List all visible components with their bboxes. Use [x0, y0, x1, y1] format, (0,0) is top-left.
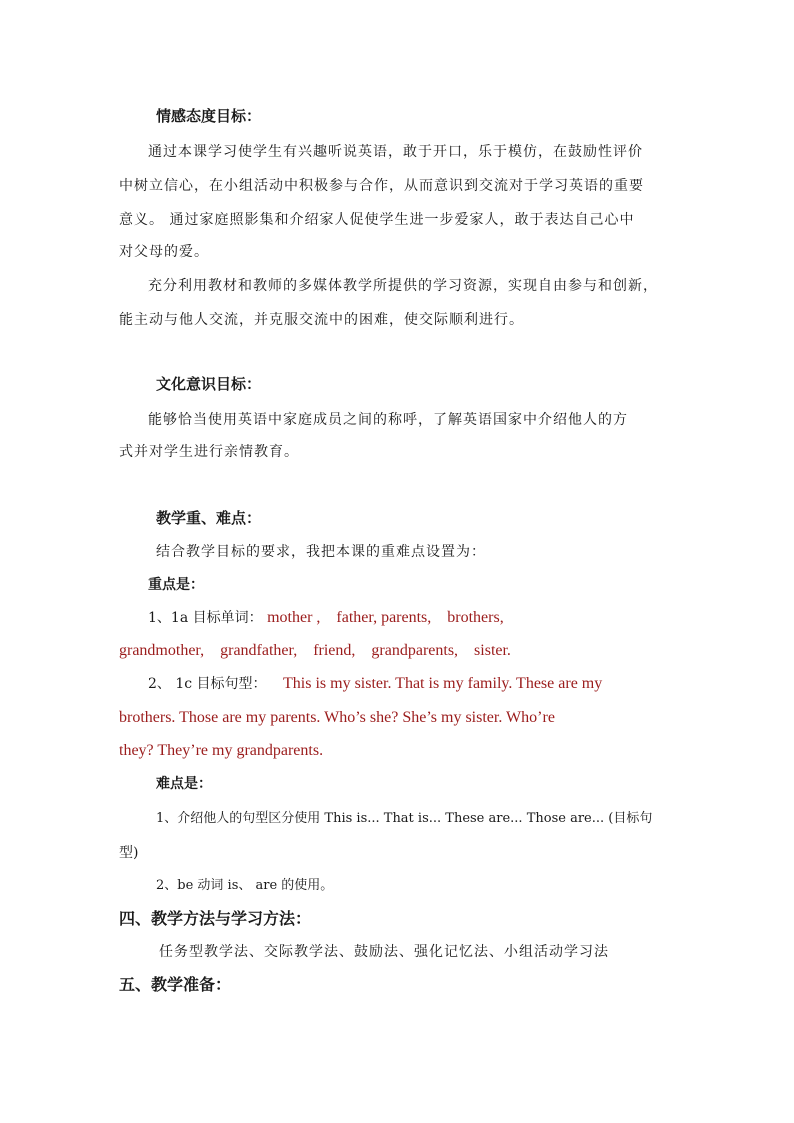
key-item1-line1	[148, 608, 504, 628]
affective-heading: 情感态度目标：	[156, 107, 262, 125]
difficulty-item1-line1: 1、介绍他人的句型区分使用 This is... That is... These are... Those are... (目标句	[156, 811, 653, 826]
culture-line2: 式并对学生进行亲情教育。	[119, 444, 299, 460]
preparation-heading: 五、教学准备：	[119, 975, 232, 994]
methods-heading: 四、教学方法与学习方法：	[119, 909, 312, 928]
keypoints-heading: 教学重、难点：	[156, 509, 262, 527]
key-item2-text-line1: This is my sister. That is my family. These are my	[283, 675, 603, 692]
difficulty-item2: 2、be 动词 is、 are 的使用。	[156, 878, 334, 893]
key-item1-words-line2: grandmother, grandfather, friend, grandparents, sister.	[119, 642, 511, 659]
affective-p1-line1: 通过本课学习使学生有兴趣听说英语，敢于开口，乐于模仿，在鼓励性评价	[148, 144, 643, 160]
key-item1-words-line1: mother , father, parents, brothers,	[267, 609, 504, 626]
difficulty-item1-line2: 型)	[119, 845, 139, 861]
key-item2-text-line3: they? They’re my grandparents.	[119, 742, 324, 759]
key-label: 重点是：	[148, 577, 204, 593]
affective-p2-line2: 能主动与他人交流，并克服交流中的困难，使交际顺利进行。	[119, 312, 524, 328]
methods-text: 任务型教学法、交际教学法、鼓励法、强化记忆法、小组活动学习法	[159, 944, 609, 960]
key-item1-prefix: 1、1a 目标单词：	[148, 610, 263, 626]
affective-p1-line2: 中树立信心，在小组活动中积极参与合作，从而意识到交流对于学习英语的重要	[119, 178, 644, 194]
keypoints-intro: 结合教学目标的要求，我把本课的重难点设置为：	[156, 544, 486, 560]
affective-p2-line1: 充分利用教材和教师的多媒体教学所提供的学习资源，实现自由参与和创新，	[148, 278, 658, 294]
difficulty-label: 难点是：	[156, 776, 212, 792]
affective-p1-line3: 意义。 通过家庭照影集和介绍家人促使学生进一步爱家人，敢于表达自己心中	[119, 212, 635, 228]
culture-line1: 能够恰当使用英语中家庭成员之间的称呼，了解英语国家中介绍他人的方	[148, 412, 628, 428]
key-item2-text-line2: brothers. Those are my parents. Who’s she? She’s my sister. Who’re	[119, 709, 555, 726]
affective-p1-line4: 对父母的爱。	[119, 244, 209, 260]
key-item2-prefix: 2、 1c 目标句型：	[148, 676, 267, 692]
key-item2-line1	[148, 674, 602, 694]
culture-heading: 文化意识目标：	[156, 375, 262, 393]
